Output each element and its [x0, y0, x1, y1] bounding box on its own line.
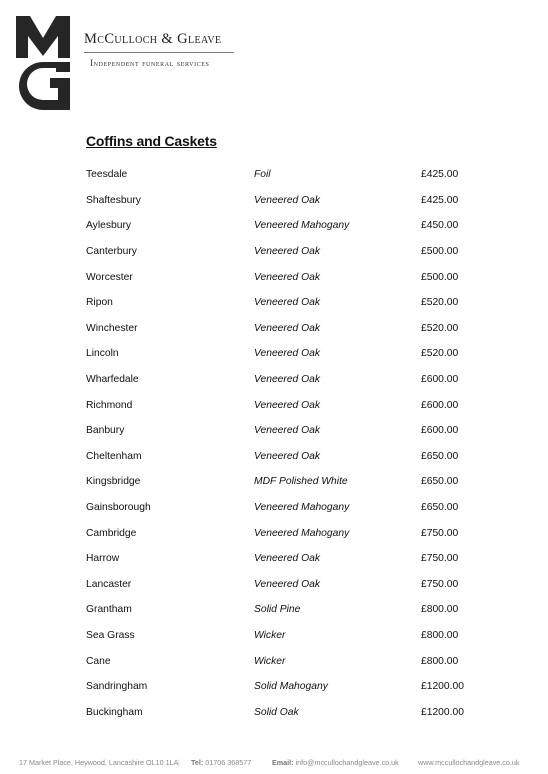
item-price: £425.00: [421, 169, 459, 181]
mg-monogram-icon: [16, 16, 70, 110]
footer-phone-label: Tel:: [191, 758, 204, 767]
item-name: Cane: [86, 655, 111, 667]
item-price: £650.00: [421, 450, 459, 462]
item-material: Veneered Mahogany: [254, 527, 350, 539]
price-list: [86, 162, 486, 725]
company-tagline: Independent funeral services: [90, 58, 210, 68]
company-name: McCulloch & Gleave: [84, 31, 222, 47]
item-name: Kingsbridge: [86, 476, 141, 488]
item-name: Sandringham: [86, 681, 148, 693]
list-item: [86, 290, 486, 316]
item-name: Ripon: [86, 297, 113, 309]
item-name: Cambridge: [86, 527, 137, 539]
item-material: Veneered Oak: [254, 271, 321, 283]
item-name: Worcester: [86, 271, 133, 283]
item-price: £520.00: [421, 348, 459, 360]
item-price: £800.00: [421, 655, 459, 667]
item-name: Gainsborough: [86, 502, 151, 514]
item-material: Foil: [254, 169, 271, 181]
item-price: £800.00: [421, 604, 459, 616]
item-name: Banbury: [86, 425, 125, 437]
item-material: Veneered Oak: [254, 246, 321, 258]
item-name: Winchester: [86, 322, 138, 334]
item-name: Shaftesbury: [86, 194, 141, 206]
footer-phone-number: 01706 368577: [205, 758, 252, 767]
item-material: Veneered Mahogany: [254, 220, 350, 232]
item-material: Veneered Oak: [254, 425, 321, 437]
item-price: £750.00: [421, 553, 459, 565]
item-name: Cheltenham: [86, 450, 142, 462]
list-item: [86, 648, 486, 674]
item-material: Veneered Oak: [254, 553, 321, 565]
item-name: Teesdale: [86, 169, 128, 181]
footer-email-address[interactable]: info@mccullochandgleave.co.uk: [295, 758, 399, 767]
footer-phone: [191, 758, 251, 767]
item-price: £425.00: [421, 194, 459, 206]
item-name: Canterbury: [86, 246, 137, 258]
item-material: Solid Mahogany: [254, 681, 328, 693]
item-price: £750.00: [421, 578, 459, 590]
item-material: Veneered Oak: [254, 399, 321, 411]
item-price: £450.00: [421, 220, 459, 232]
item-price: £500.00: [421, 271, 459, 283]
footer: [0, 758, 548, 770]
item-price: £520.00: [421, 297, 459, 309]
item-name: Aylesbury: [86, 220, 132, 232]
footer-email-label: Email:: [272, 758, 294, 767]
item-price: £1200.00: [421, 706, 464, 718]
item-name: Sea Grass: [86, 629, 135, 641]
item-price: £500.00: [421, 246, 459, 258]
item-material: Veneered Oak: [254, 450, 321, 462]
item-name: Richmond: [86, 399, 133, 411]
list-item: [86, 520, 486, 546]
item-name: Lincoln: [86, 348, 119, 360]
item-material: Wicker: [254, 655, 286, 667]
list-item: [86, 188, 486, 214]
item-price: £650.00: [421, 502, 459, 514]
list-item: [86, 674, 486, 700]
list-item: [86, 392, 486, 418]
list-item: [86, 444, 486, 470]
item-material: Veneered Oak: [254, 322, 321, 334]
list-item: [86, 341, 486, 367]
item-name: Buckingham: [86, 706, 143, 718]
item-material: Veneered Oak: [254, 578, 321, 590]
item-price: £650.00: [421, 476, 459, 488]
list-item: [86, 597, 486, 623]
item-material: Veneered Oak: [254, 194, 321, 206]
item-name: Lancaster: [86, 578, 132, 590]
list-item: [86, 699, 486, 725]
list-item: [86, 264, 486, 290]
item-material: Veneered Oak: [254, 348, 321, 360]
list-item: [86, 469, 486, 495]
brand-divider: [84, 52, 234, 53]
item-name: Harrow: [86, 553, 120, 565]
item-material: Veneered Oak: [254, 297, 321, 309]
item-material: Veneered Mahogany: [254, 502, 350, 514]
list-item: [86, 213, 486, 239]
item-price: £800.00: [421, 629, 459, 641]
item-price: £600.00: [421, 399, 459, 411]
item-name: Wharfedale: [86, 374, 139, 386]
list-item: [86, 418, 486, 444]
item-price: £520.00: [421, 322, 459, 334]
footer-separator: |: [178, 758, 180, 767]
list-item: [86, 623, 486, 649]
list-item: [86, 546, 486, 572]
item-material: Veneered Oak: [254, 374, 321, 386]
list-item: [86, 316, 486, 342]
item-price: £750.00: [421, 527, 459, 539]
footer-website[interactable]: www.mccullochandgleave.co.uk: [418, 758, 520, 767]
item-material: Solid Oak: [254, 706, 299, 718]
item-material: Solid Pine: [254, 604, 301, 616]
item-price: £600.00: [421, 374, 459, 386]
footer-address: 17 Market Place, Heywood, Lancashire OL10 1LA: [19, 758, 179, 767]
footer-email: [272, 758, 399, 767]
item-material: MDF Polished White: [254, 476, 348, 488]
list-item: [86, 239, 486, 265]
item-price: £1200.00: [421, 681, 464, 693]
item-price: £600.00: [421, 425, 459, 437]
list-item: [86, 495, 486, 521]
page-title: Coffins and Caskets: [86, 133, 217, 149]
list-item: [86, 367, 486, 393]
list-item: [86, 572, 486, 598]
list-item: [86, 162, 486, 188]
item-material: Wicker: [254, 629, 286, 641]
item-name: Grantham: [86, 604, 132, 616]
company-logo: [16, 16, 70, 110]
